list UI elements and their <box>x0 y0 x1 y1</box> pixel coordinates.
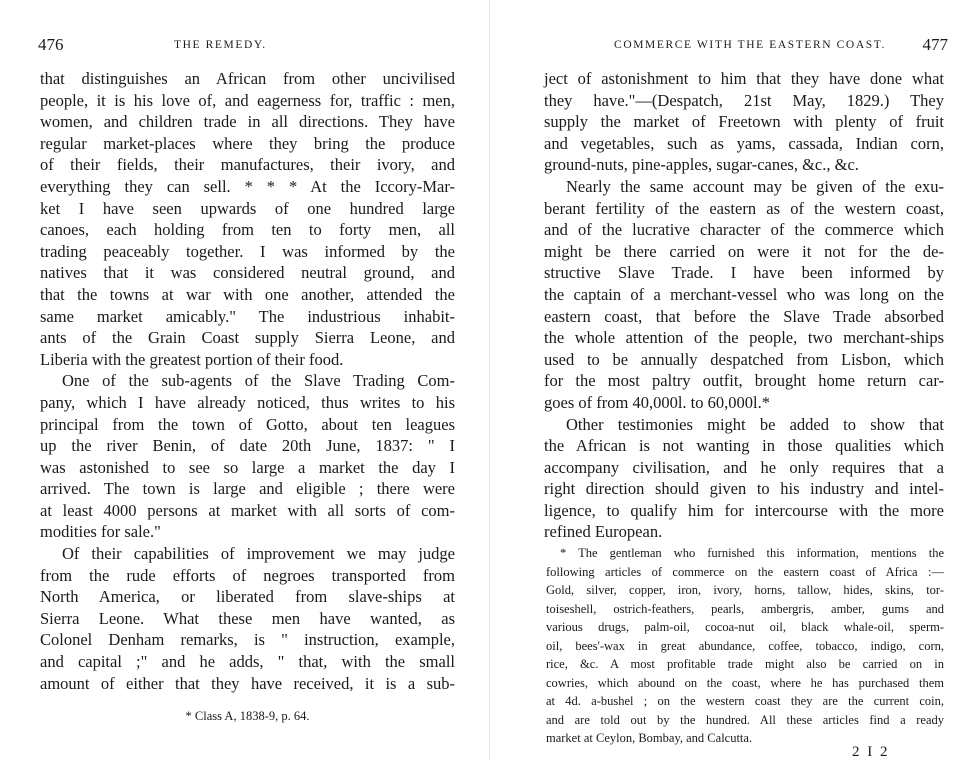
text-line: One of the sub-agents of the Slave Trading Com- <box>62 371 455 391</box>
text-line: refined European. <box>544 522 663 542</box>
text-line: ket I have seen upwards of one hundred large <box>40 198 455 218</box>
text-line: natives that it was considered neutral ground, and <box>40 263 455 283</box>
text-line: that distinguishes an African from other uncivilised <box>40 69 455 88</box>
text-line: the captain of a merchant-vessel who was long on the <box>544 284 944 304</box>
page-number: 477 <box>922 35 948 54</box>
text-line: Sierra Leone. What these men have wanted, as <box>40 608 455 628</box>
text-line: and capital ;" and he adds, " that, with the small <box>40 652 455 672</box>
text-line: cowries, which abound on the coast, where he has purchased them <box>546 675 944 690</box>
text-line: principal from the town of Gotto, about ten leagues <box>40 414 455 434</box>
text-line: from the rude efforts of negroes transported from <box>40 565 455 585</box>
right-page-body-text <box>544 68 944 543</box>
text-line: women, and children trade in all directions. They have <box>40 112 455 132</box>
text-line: berant fertility of the eastern as of the western coast, <box>544 198 944 218</box>
left-page-body-text <box>40 68 455 694</box>
text-line: that the towns at war with one another, attended the <box>40 284 455 304</box>
text-line: market at Ceylon, Bombay, and Calcutta. <box>546 731 753 745</box>
text-line: regular market-places where they bring the produce <box>40 133 455 153</box>
page-number: 476 <box>38 35 64 54</box>
right-footnote <box>546 544 944 748</box>
text-line: same market amicably." The industrious inhabit- <box>40 306 455 326</box>
text-line: and are told out by the hundred. All these articles find a ready <box>546 712 944 727</box>
text-line: following articles of commerce on the eastern coast of Africa :— <box>546 564 944 579</box>
left-footnote: * Class A, 1838-9, p. 64. <box>185 709 310 723</box>
text-line: pany, which I have already noticed, thus writes to his <box>40 392 455 412</box>
text-line: Liberia with the greatest portion of their food. <box>40 349 344 369</box>
text-line: Nearly the same account may be given of the exu- <box>566 176 944 196</box>
text-line: arrived. The town is large and eligible ; there were <box>40 479 455 499</box>
text-line: eastern coast, that before the Slave Trade absorbed <box>544 306 944 326</box>
text-line: and of the lucrative character of the commerce which <box>544 220 944 240</box>
text-line: amount of either that they have received, it is a sub- <box>40 673 455 693</box>
text-line: ants of the Grain Coast supply Sierra Leone, and <box>40 328 455 348</box>
text-line: Other testimonies might be added to show that <box>566 414 944 434</box>
text-line: and vegetables, such as yams, cassada, Indian corn, <box>544 133 944 153</box>
text-line: accompany civilisation, and he only requires that a <box>544 457 944 477</box>
text-line: oil, bees'-wax in great abundance, coffee, tobacco, indigo, corn, <box>546 638 944 653</box>
text-line: Colonel Denham remarks, is " instruction, example, <box>40 630 455 650</box>
text-line: toiseshell, ostrich-feathers, pearls, ambergris, amber, gums and <box>546 601 944 616</box>
text-line: people, it is his love of, and eagerness for, traffic : men, <box>40 90 455 110</box>
text-line: * The gentleman who furnished this information, mentions the <box>560 546 944 560</box>
text-line: was astonished to see so large a market the day I <box>40 457 455 477</box>
text-line: they have."—(Despatch, 21st May, 1829.) They <box>544 90 944 110</box>
text-line: goes of from 40,000l. to 60,000l.* <box>544 392 770 412</box>
text-line: modities for sale." <box>40 522 161 542</box>
running-title: THE REMEDY. <box>174 39 267 51</box>
text-line: rice, &c. A most profitable trade might also be carried on in <box>546 657 944 671</box>
text-line: the whole attention of the people, two merchant-ships <box>544 328 944 348</box>
running-title: COMMERCE WITH THE EASTERN COAST. <box>614 39 886 51</box>
text-line: trading peaceably together. I was informed by the <box>40 241 455 261</box>
right-page-header <box>548 35 948 57</box>
text-line: at least 4000 persons at market with all sorts of com- <box>40 500 455 520</box>
text-line: canoes, each holding from ten to forty men, all <box>40 220 455 240</box>
text-line: North America, or liberated from slave-ships at <box>40 587 455 607</box>
text-line: used to be annually despatched from Lisbon, which <box>544 349 944 369</box>
text-line: supply the market of Freetown with plenty of fruit <box>544 112 944 132</box>
left-page-header <box>38 35 458 57</box>
text-line: ground-nuts, pine-apples, sugar-canes, &c., &c. <box>544 155 859 175</box>
text-line: right direction should given to his industry and intel- <box>544 479 944 499</box>
text-line: the African is not wanting in those qualities which <box>544 436 944 456</box>
text-line: ligence, to qualify him for intercourse with the more <box>544 500 944 520</box>
signature-mark: 2 I 2 <box>852 744 890 760</box>
text-line: Gold, silver, copper, iron, ivory, horns, tallow, hides, skins, tor- <box>546 583 944 597</box>
text-line: of their fields, their manufactures, their ivory, and <box>40 155 455 175</box>
text-line: up the river Benin, of date 20th June, 1837: " I <box>40 436 455 456</box>
right-page <box>490 0 980 760</box>
left-page <box>0 0 490 760</box>
text-line: for the most paltry outfit, brought home return car- <box>544 371 944 391</box>
text-line: structive Slave Trade. I have been informed by <box>544 263 944 283</box>
text-line: Of their capabilities of improvement we may judge <box>62 544 455 564</box>
text-line: at 4d. a-bushel ; on the western coast they are the current coin, <box>546 694 944 708</box>
text-line: might be there carried on were it not for the de- <box>544 241 944 261</box>
text-line: everything they can sell. * * * At the Iccory-Mar- <box>40 176 455 196</box>
text-line: ject of astonishment to him that they have done what <box>544 69 944 88</box>
text-line: various drugs, palm-oil, cocoa-nut oil, black whale-oil, sperm- <box>546 620 944 634</box>
